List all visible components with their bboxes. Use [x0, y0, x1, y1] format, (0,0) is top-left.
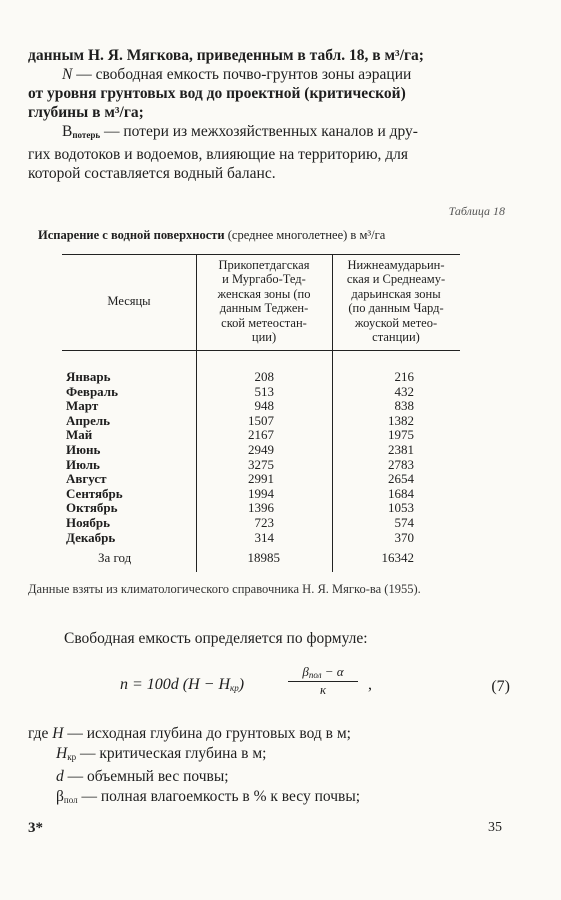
table-cell: 1382	[388, 412, 414, 428]
variable-definitions	[28, 724, 508, 810]
header-months: Месяцы	[107, 294, 151, 308]
fraction-numerator: $\beta_{пол} - \alpha$	[288, 664, 358, 682]
table-cell: 1994	[248, 485, 274, 501]
formula-comma: ,	[368, 676, 372, 693]
intro-paragraph	[28, 46, 506, 183]
table-cell: 3275	[248, 456, 274, 472]
table-title: Испарение с водной поверхности (среднее многолетнее) в м³/га	[38, 228, 386, 242]
table-cell: 574	[394, 514, 414, 530]
table-header-rule	[62, 350, 460, 351]
table-cell: 1053	[388, 500, 414, 516]
definition-hkr: $H_{кр}$ — критическая глубина в м;	[56, 744, 267, 762]
table-cell: 2381	[388, 441, 414, 457]
table-cell: 432	[394, 383, 414, 399]
table-row-label: Январь	[66, 369, 111, 384]
total-col-b: 16342	[381, 550, 414, 565]
fraction-denominator: к	[319, 682, 327, 697]
intro-line-7: которой составляется водный баланс.	[28, 165, 276, 182]
definition-d: d — объемный вес почвы;	[56, 768, 229, 785]
intro-line-4: глубины в м³/га;	[28, 104, 144, 121]
table-row-label: Февраль	[66, 383, 118, 399]
table-row-label: Август	[66, 471, 107, 487]
table-source-note: Данные взяты из климатологического справочника Н. Я. Мягко-ва (1955).	[28, 582, 421, 596]
intro-line-1: данным Н. Я. Мягкова, приведенным в табл. 18, в м³/га;	[28, 47, 424, 64]
table-cell: 948	[254, 398, 274, 414]
table-row-label: Ноябрь	[66, 514, 111, 530]
table-cell: 2949	[248, 441, 274, 457]
definition-beta: $\beta_{пол}$ — полная влагоемкость в % к весу почвы;	[56, 787, 361, 805]
table-cell: 1975	[388, 427, 414, 443]
intro-line-3: от уровня грунтовых вод до проектной (критической)	[28, 85, 406, 102]
table-cell: 2167	[248, 427, 274, 443]
formula-7	[120, 664, 510, 714]
intro-line-5: $B_{потерь}$ — потери из межхозяйственных каналов и дру-	[62, 123, 418, 140]
equation-number: (7)	[491, 678, 510, 695]
header-col-a: Прикопетдагская и Мургабо-Тед- женская зоны (по данным Теджен- ской метеостан- ции)	[217, 258, 311, 345]
table-cell: 314	[254, 529, 274, 545]
table-cell: 723	[254, 514, 274, 530]
definition-h: где H — исходная глубина до грунтовых вод в м;	[28, 725, 351, 742]
formula-fraction	[288, 664, 358, 698]
table-cell: 2991	[248, 471, 274, 487]
table-cell: 370	[394, 529, 414, 545]
table-cell: 216	[394, 369, 414, 384]
table-cell: 513	[254, 383, 274, 399]
table-cell: 2654	[388, 471, 414, 487]
total-label: За год	[98, 550, 132, 565]
col-b-values	[332, 370, 414, 545]
months-column	[66, 370, 196, 545]
table-row-label: Март	[66, 398, 99, 414]
formula-intro: Свободная емкость определяется по формуле:	[64, 630, 368, 647]
table-cell: 1396	[248, 500, 274, 516]
table-row-label: Май	[66, 427, 93, 443]
table-row-label: Октябрь	[66, 500, 118, 516]
table-row-label: Июль	[66, 456, 100, 472]
intro-line-6: гих водотоков и водоемов, влияющие на территорию, для	[28, 146, 409, 163]
table-row-label: Сентябрь	[66, 485, 123, 501]
table-row-label: Декабрь	[66, 529, 116, 545]
intro-line-2: N — свободная емкость почво-грунтов зоны аэрации	[62, 66, 412, 83]
evaporation-table	[62, 254, 460, 572]
total-col-a: 18985	[247, 550, 280, 565]
table-cell: 1684	[388, 485, 414, 501]
table-number: Таблица 18	[448, 204, 505, 218]
table-cell: 1507	[248, 412, 274, 428]
formula-lhs: n = 100d $(H - H_{кр})$	[120, 676, 245, 693]
table-cell: 208	[254, 369, 274, 384]
table-row-label: Апрель	[66, 412, 111, 428]
header-col-b: Нижнеамударьин- ская и Среднеаму- дарьинская зоны (по данным Чард- жоуской метео- станции)	[346, 258, 446, 345]
table-cell: 838	[394, 398, 414, 414]
table-top-rule	[62, 254, 460, 255]
col-a-values	[196, 370, 274, 545]
page-number: 35	[488, 820, 502, 835]
table-row-label: Июнь	[66, 441, 101, 457]
signature-mark: 3*	[28, 820, 43, 836]
table-cell: 2783	[388, 456, 414, 472]
